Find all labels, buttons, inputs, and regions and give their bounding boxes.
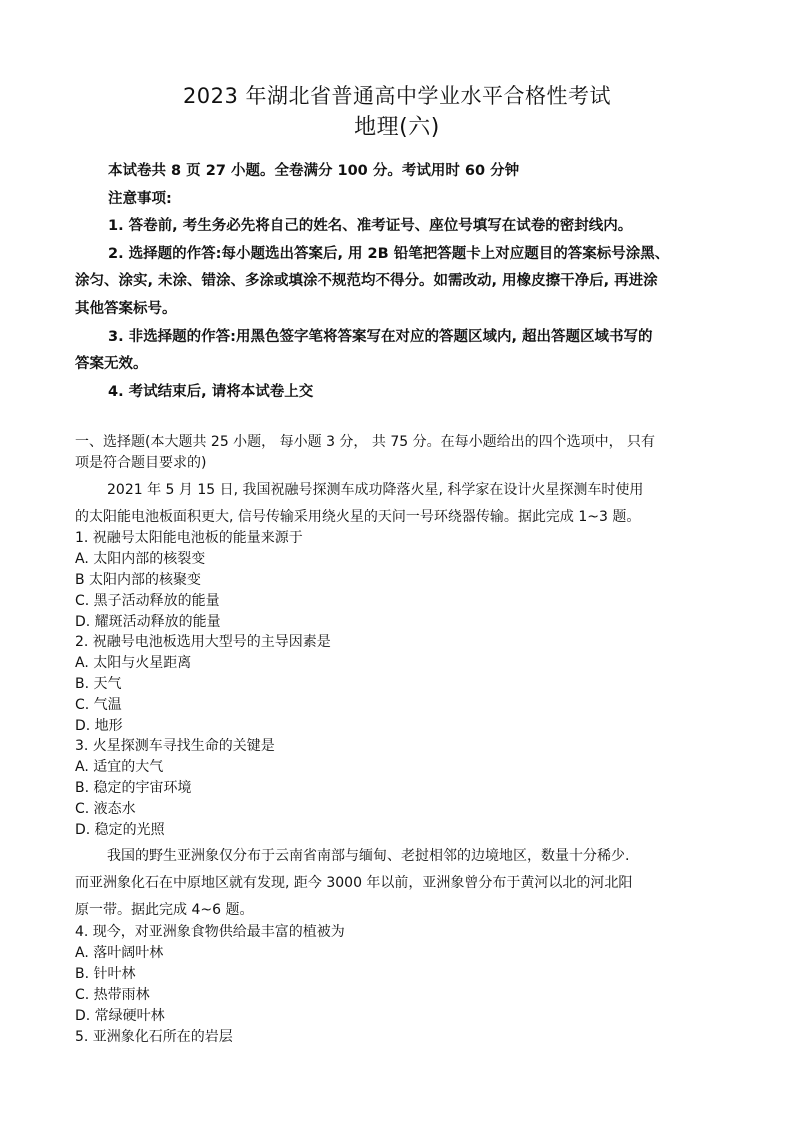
section-heading-line-1: 一、选择题(本大题共 25 小题， 每小题 3 分， 共 75 分。在每小题给出的四个选项中， 只有 xyxy=(75,434,656,450)
note-2-line-3: 其他答案标号。 xyxy=(75,301,177,317)
passage-1-line-2: 的太阳能电池板面积更大, 信号传输采用绕火星的天问一号环绕器传输。据此完成 1~3 题。 xyxy=(75,509,641,525)
note-2-line-2: 涂匀、涂实, 未涂、错涂、多涂或填涂不规范均不得分。如需改动, 用橡皮擦干净后, 再进涂 xyxy=(75,273,658,289)
question-2: 2. 祝融号电池板选用大型号的主导因素是 xyxy=(75,634,331,650)
question-2-option-a: A. 太阳与火星距离 xyxy=(75,655,192,671)
notes-heading: 注意事项: xyxy=(108,191,172,207)
question-3-option-d: D. 稳定的光照 xyxy=(75,822,165,838)
question-4-option-c: C. 热带雨林 xyxy=(75,987,150,1003)
question-4-option-a: A. 落叶阔叶林 xyxy=(75,945,164,961)
passage-2-line-2: 而亚洲象化石在中原地区就有发现, 距今 3000 年以前，亚洲象曾分布于黄河以北的河北阳 xyxy=(75,875,633,891)
note-3-line-2: 答案无效。 xyxy=(75,356,148,372)
question-1: 1. 祝融号太阳能电池板的能量来源于 xyxy=(75,530,303,546)
question-3: 3. 火星探测车寻找生命的关键是 xyxy=(75,738,275,754)
passage-2-line-3: 原一带。据此完成 4~6 题。 xyxy=(75,902,254,918)
note-1: 1. 答卷前, 考生务必先将自己的姓名、准考证号、座位号填写在试卷的密封线内。 xyxy=(108,218,633,234)
question-1-option-d: D. 耀斑活动释放的能量 xyxy=(75,614,221,630)
question-4-option-d: D. 常绿硬叶林 xyxy=(75,1008,165,1024)
question-4: 4. 现今，对亚洲象食物供给最丰富的植被为 xyxy=(75,924,345,940)
question-4-option-b: B. 针叶林 xyxy=(75,966,136,982)
exam-summary: 本试卷共 8 页 27 小题。全卷满分 100 分。考试用时 60 分钟 xyxy=(108,163,520,179)
note-3-line-1: 3. 非选择题的作答:用黑色签字笔将答案写在对应的答题区域内, 超出答题区域书写的 xyxy=(108,329,653,345)
question-3-option-c: C. 液态水 xyxy=(75,801,136,817)
question-2-option-b: B. 天气 xyxy=(75,676,122,692)
exam-title: 2023 年湖北省普通高中学业水平合格性考试 xyxy=(182,84,612,108)
question-2-option-c: C. 气温 xyxy=(75,697,122,713)
question-3-option-a: A. 适宜的大气 xyxy=(75,759,164,775)
passage-2-line-1: 我国的野生亚洲象仅分布于云南省南部与缅甸、老挝相邻的边境地区，数量十分稀少. xyxy=(107,848,630,864)
exam-subtitle: 地理(六) xyxy=(354,115,440,140)
note-2-line-1: 2. 选择题的作答:每小题选出答案后, 用 2B 铅笔把答题卡上对应题目的答案标号涂黑、 xyxy=(108,246,670,262)
note-4: 4. 考试结束后, 请将本试卷上交 xyxy=(108,384,314,400)
question-3-option-b: B. 稳定的宇宙环境 xyxy=(75,780,192,796)
section-heading-line-2: 项是符合题目要求的) xyxy=(75,455,207,471)
question-2-option-d: D. 地形 xyxy=(75,718,123,734)
question-1-option-c: C. 黑子活动释放的能量 xyxy=(75,593,220,609)
question-1-option-b: B 太阳内部的核聚变 xyxy=(75,572,202,588)
question-1-option-a: A. 太阳内部的核裂变 xyxy=(75,551,206,567)
passage-1-line-1: 2021 年 5 月 15 日, 我国祝融号探测车成功降落火星, 科学家在设计火星探测车时使用 xyxy=(107,482,644,498)
question-5: 5. 亚洲象化石所在的岩层 xyxy=(75,1029,233,1045)
